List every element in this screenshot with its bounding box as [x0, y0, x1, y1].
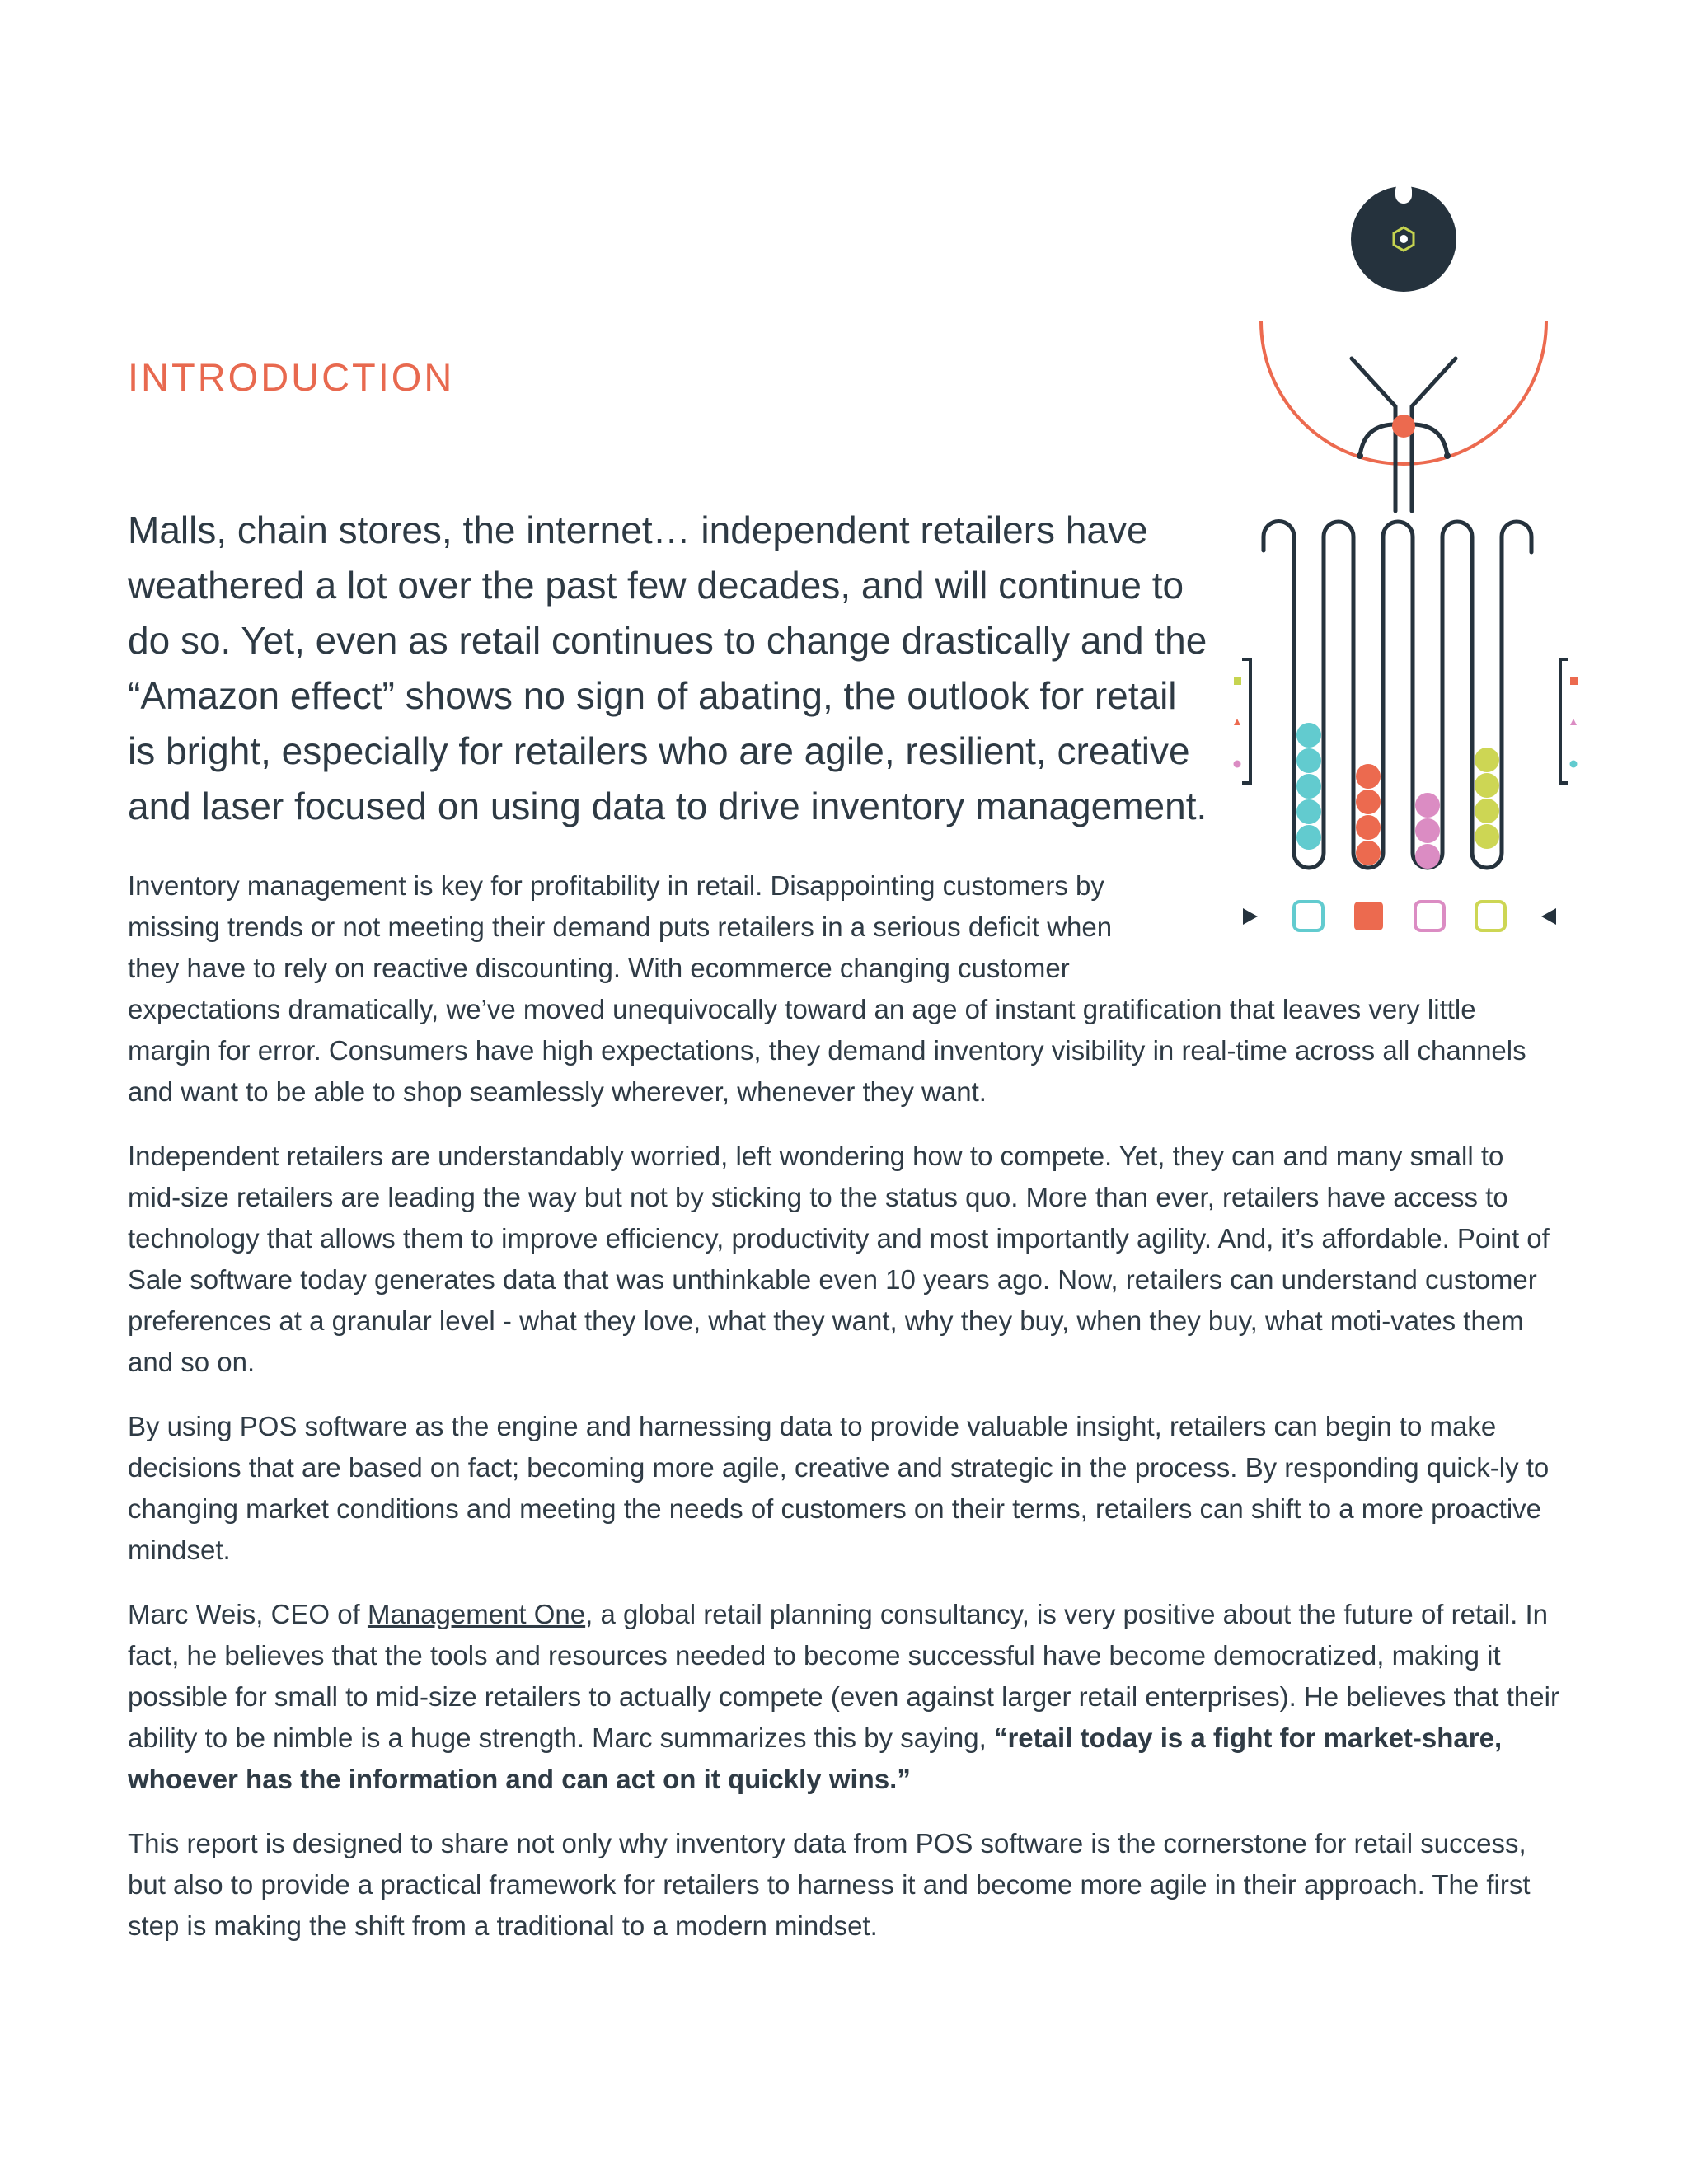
orange-bin: [1354, 902, 1383, 930]
yellow-bin: [1476, 902, 1505, 930]
paragraph-5: This report is designed to share not only why inventory data from POS software is the cornerstone for retail success, but also to provide a practical framework for retailers to harness it and become more agile in their approach. The first step is making the shift from a traditional to a modern mindset.: [128, 1828, 1531, 1941]
left-bracket: [1242, 659, 1250, 783]
management-one-link[interactable]: Management One: [367, 1599, 586, 1629]
paragraph-4-intro: Marc Weis, CEO of: [128, 1599, 368, 1629]
teal-balls: [1296, 723, 1321, 850]
hex-badge-icon: [1351, 182, 1456, 292]
section-title: INTRODUCTION: [128, 355, 455, 399]
paragraph-2: Independent retailers are understandably worried, left wondering how to compete. Yet, they can and many small to mid-size retailers are leading the way but not by sticking to the status quo. More than ever, retailers have access to technology that allows them to improve efficiency, productivity and most importantly agility. And, it’s affordable. Point of Sale software today generates data that was unthinkable even 10 years ago. Now, retailers can understand customer preferences at a granular level - what they love, what they want, why they buy, when they buy, what moti-vates them and so on.: [128, 1141, 1550, 1377]
paragraph-3: By using POS software as the engine and harnessing data to provide valuable insight, retailers can begin to make decisions that are based on fact; becoming more agile, creative and strategic in the process. By responding quick-ly to changing market conditions and meeting the needs of customers on their terms, retailers can shift to a more proactive mindset.: [128, 1411, 1550, 1565]
right-bracket: [1560, 659, 1568, 783]
paragraph-4: [128, 1594, 1562, 1800]
play-left-icon: [1541, 908, 1556, 925]
sorting-machine-illustration: [1220, 177, 1599, 944]
paragraph-1: Inventory management is key for profitability in retail. Disappointing customers by missing trends or not meeting their demand puts retailers in a serious deficit when they have to rely on reactive discounting. With ecommerce changing customer expectations dramatically, we’ve moved unequivocally toward an age of instant gratification that leaves very little margin for error. Consumers have high expectations, they demand inventory visibility in real-time across all channels and want to be able to shop seamlessly wherever, whenever they want.: [128, 870, 1526, 1107]
body-text: [128, 865, 1562, 1970]
orange-arc: [1261, 321, 1546, 464]
quote-highlight: “retail today is a fight for market-share, whoever has the information and can act on it quickly wins.”: [128, 1722, 1503, 1794]
pink-balls: [1415, 793, 1440, 869]
play-right-icon: [1243, 908, 1258, 925]
orange-ball-top: [1392, 415, 1415, 438]
lead-paragraph: Malls, chain stores, the internet… independent retailers have weathered a lot over the past few decades, and will continue to do so. Yet, even as retail continues to change drastically and the “Amazon effect” shows no sign of abating, the outlook for retail is bright, especially for retailers who are agile, resilient, creative and laser focused on using data to drive inventory management.: [128, 509, 1207, 827]
pink-bin: [1415, 902, 1444, 930]
orange-balls: [1356, 764, 1381, 865]
teal-bin: [1294, 902, 1323, 930]
yellow-balls: [1475, 748, 1499, 849]
paragraph-4-body: , a global retail planning consultancy, is very positive about the future of retail. In fact, he believes that the tools and resources needed to become successful have become democratized, making it possible for small to mid-size retailers to actually compete (even against larger retail enterprises). He believes that their ability to be nimble is a huge strength. Marc summarizes this by saying,: [128, 1599, 1559, 1753]
